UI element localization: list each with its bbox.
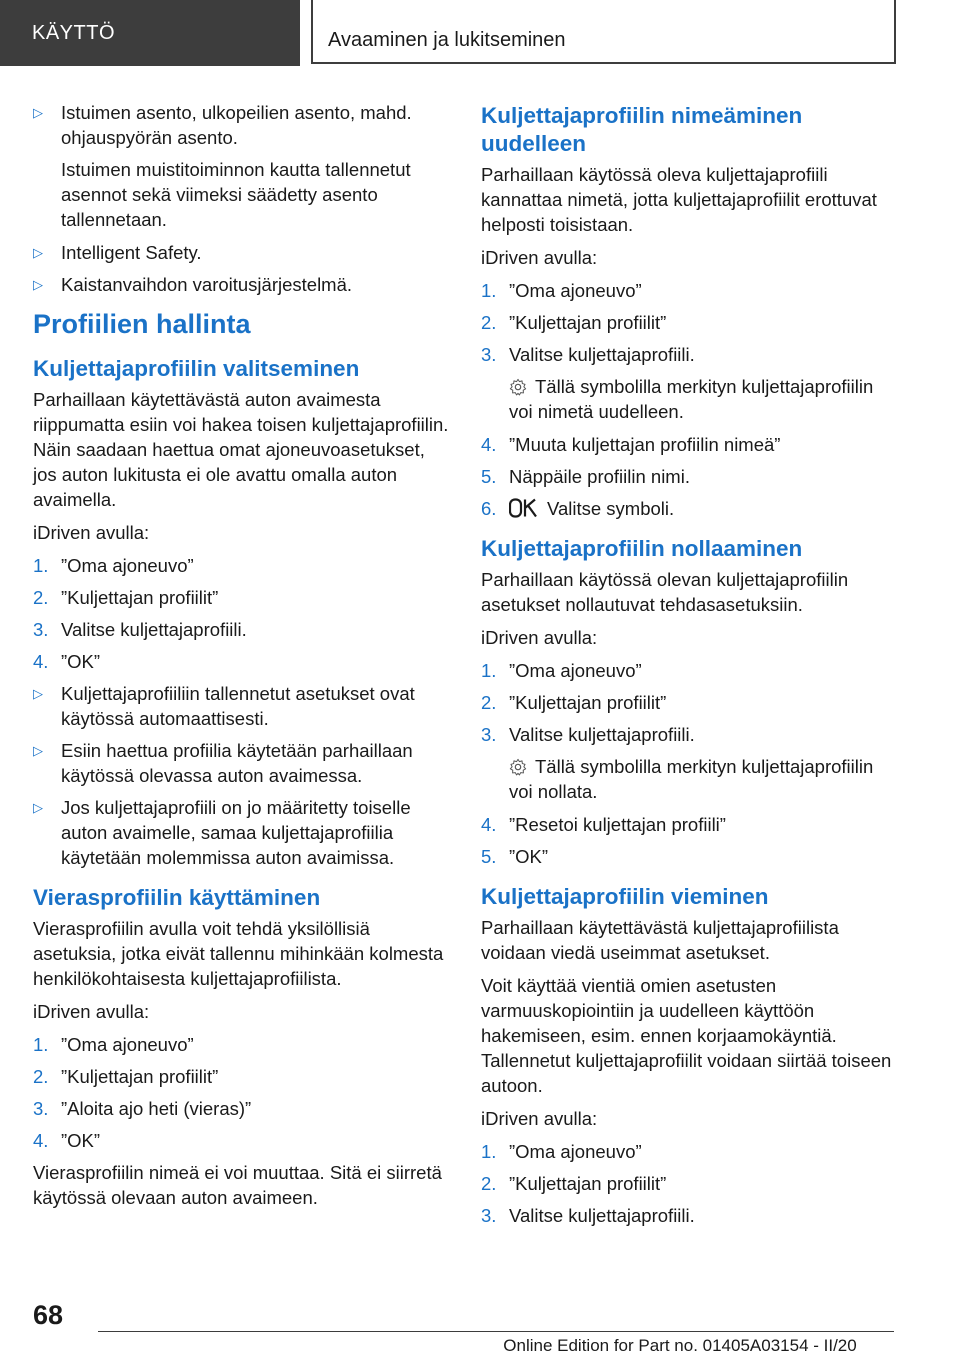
triangle-icon: ▷: [33, 105, 43, 120]
triangle-icon: ▷: [33, 277, 43, 292]
list-item: 2. ”Kuljettajan profiilit”: [33, 1066, 219, 1087]
paragraph: Parhaillaan käytössä olevan kuljettajaprofiilin asetukset nollautuvat tehdasasetuksiin.: [481, 569, 849, 615]
list-item: 2. ”Kuljettajan profiilit”: [481, 312, 667, 333]
heading-profiles: Profiilien hallinta: [33, 309, 251, 339]
list-item: ▷ Kuljettajaprofiiliin tallennetut asetukset ovat käytössä automaattisesti.: [33, 683, 415, 729]
list-item: 2. ”Kuljettajan profiilit”: [481, 692, 667, 713]
left-column: [33, 100, 453, 1218]
page-number: 68: [33, 1300, 64, 1330]
list-item: 5. ”OK”: [481, 846, 549, 867]
list-item: 3. Valitse kuljettajaprofiili.: [481, 344, 695, 365]
heading-guest-profile: Vierasprofiilin käyttäminen: [33, 885, 321, 910]
edition-footer: Online Edition for Part no. 01405A03154 - II/20: [503, 1336, 857, 1355]
list-item: ▷ Esiin haettua profiilia käytetään parhaillaan käytössä olevassa auton avaimessa.: [33, 740, 413, 786]
step-note: Tällä symbolilla merkityn kuljettajaprofiilin voi nollata.: [509, 756, 874, 802]
ok-icon: [509, 498, 539, 518]
heading-reset-profile: Kuljettajaprofiilin nollaaminen: [481, 536, 803, 561]
footer-divider: [98, 1331, 894, 1332]
triangle-icon: ▷: [33, 800, 43, 815]
list-item: 3. Valitse kuljettajaprofiili.: [481, 1205, 695, 1226]
list-item: 2. ”Kuljettajan profiilit”: [481, 1173, 667, 1194]
list-item: 3. ”Aloita ajo heti (vieras)”: [33, 1098, 252, 1119]
list-item: 1. ”Oma ajoneuvo”: [481, 1141, 642, 1162]
section-tab: KÄYTTÖ: [0, 0, 300, 66]
list-item: 3. Valitse kuljettajaprofiili.: [33, 619, 247, 640]
paragraph: Vierasprofiilin avulla voit tehdä yksilöllisiä asetuksia, jotka eivät tallennu mihinkään kolmesta henkilökohtaisesta kuljettajaprofiilista.: [33, 918, 444, 989]
list-item: 3. Valitse kuljettajaprofiili.: [481, 724, 695, 745]
heading-export-profile: Kuljettajaprofiilin vieminen: [481, 884, 769, 909]
list-item: 4. ”OK”: [33, 1130, 101, 1151]
gear-icon: [509, 378, 527, 396]
paragraph: Istuimen muistitoiminnon kautta tallennetut asennot sekä viimeksi säädetty asento tallennetaan.: [61, 159, 411, 230]
paragraph: Parhaillaan käytössä oleva kuljettajaprofiili kannattaa nimetä, jotta kuljettajaprofiilit erottuvat helposti toisistaan.: [481, 164, 877, 235]
paragraph: iDriven avulla:: [481, 1108, 598, 1129]
triangle-icon: ▷: [33, 686, 43, 701]
list-item: 4. ”Muuta kuljettajan profiilin nimeä”: [481, 434, 781, 455]
list-item: 1. ”Oma ajoneuvo”: [481, 660, 642, 681]
right-column: [481, 100, 901, 1235]
list-item: 1. ”Oma ajoneuvo”: [481, 280, 642, 301]
list-item: 2. ”Kuljettajan profiilit”: [33, 587, 219, 608]
list-item: 1. ”Oma ajoneuvo”: [33, 1034, 194, 1055]
step-note: Tällä symbolilla merkityn kuljettajaprofiilin voi nimetä uudelleen.: [509, 376, 874, 422]
list-item: 4. ”Resetoi kuljettajan profiili”: [481, 814, 726, 835]
paragraph: Vierasprofiilin nimeä ei voi muuttaa. Sitä ei siirretä käytössä olevaan auton avaimeen.: [33, 1162, 442, 1208]
list-item: 5. Näppäile profiilin nimi.: [481, 466, 690, 487]
heading-select-profile: Kuljettajaprofiilin valitseminen: [33, 356, 360, 381]
list-item: ▷ Kaistanvaihdon varoitusjärjestelmä.: [33, 274, 353, 295]
paragraph: iDriven avulla:: [33, 1001, 150, 1022]
paragraph: Parhaillaan käytettävästä kuljettajaprofiilista voidaan viedä useimmat asetukset.: [481, 917, 839, 963]
list-item: 4. ”OK”: [33, 651, 101, 672]
paragraph: Voit käyttää vientiä omien asetusten varmuuskopiointiin ja uudelleen käyttöön hakemiseen, esim. ennen korjaamokäyntiä. Tallennetut kuljettajaprofiilit voidaan siirtää toiseen autoon.: [481, 975, 892, 1096]
page-header: [0, 0, 960, 66]
paragraph: iDriven avulla:: [481, 247, 598, 268]
paragraph: iDriven avulla:: [481, 627, 598, 648]
paragraph: iDriven avulla:: [33, 522, 150, 543]
gear-icon: [509, 758, 527, 776]
heading-rename-profile: Kuljettajaprofiilin nimeäminen uudelleen: [481, 103, 803, 156]
list-item: 6. Valitse symboli.: [481, 498, 675, 519]
triangle-icon: ▷: [33, 245, 43, 260]
list-item: ▷ Istuimen asento, ulkopeilien asento, mahd. ohjauspyörän asento.: [33, 102, 412, 148]
chapter-title: Avaaminen ja lukitseminen: [311, 0, 896, 64]
list-item: 1. ”Oma ajoneuvo”: [33, 555, 194, 576]
triangle-icon: ▷: [33, 743, 43, 758]
paragraph: Parhaillaan käytettävästä auton avaimesta riippumatta esiin voi hakea toisen kuljettajaprofiilin. Näin saadaan haettua omat ajoneuvoasetukset, jos auton lukitusta ei ole avattu omalla auton avaimella.: [33, 389, 449, 510]
list-item: ▷ Intelligent Safety.: [33, 242, 202, 263]
list-item: ▷ Jos kuljettajaprofiili on jo määritetty toiselle auton avaimelle, samaa kuljettajaprofiilia käytetään molemmissa auton avaimissa.: [33, 797, 411, 868]
